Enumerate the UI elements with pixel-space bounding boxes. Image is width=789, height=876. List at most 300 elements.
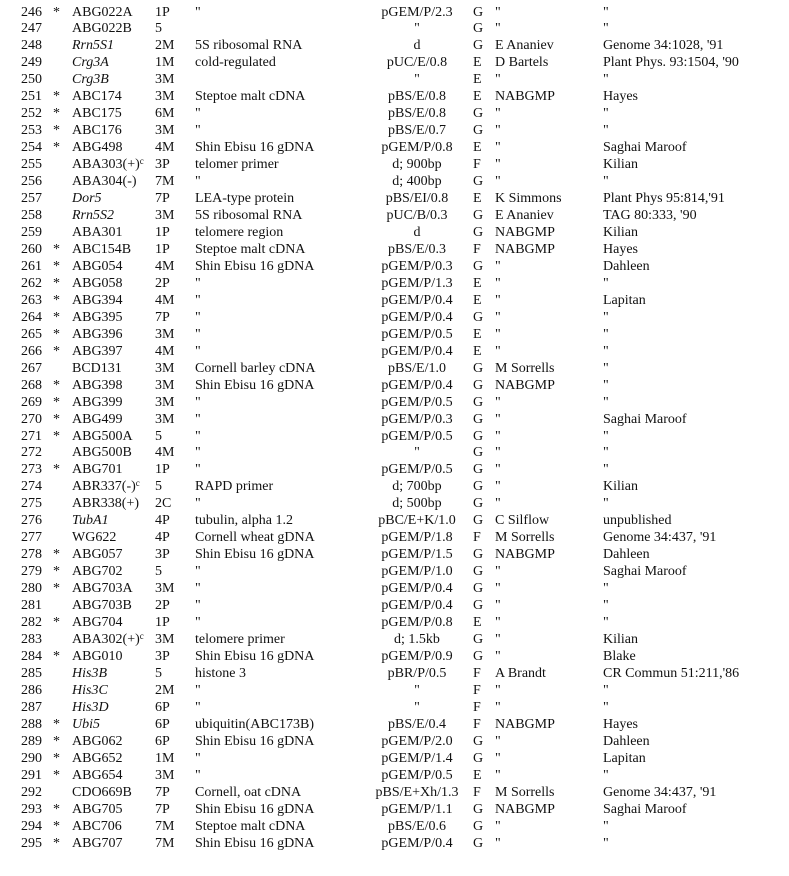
probe-name-text: ABG705: [72, 801, 123, 817]
row-number: 293: [21, 801, 42, 817]
chromosome-arm: 2P: [155, 275, 170, 291]
probe-name-text: Crg3B: [72, 72, 109, 88]
reference: Saghai Maroof: [603, 564, 687, 580]
table-row: [0, 513, 789, 530]
table-row: [0, 632, 789, 649]
probe-name: [72, 598, 132, 615]
mapped-marker: *: [53, 258, 60, 274]
table-row: [0, 276, 789, 293]
description: ": [195, 309, 201, 325]
library-code: G: [473, 208, 484, 224]
reference: ": [603, 360, 609, 376]
description: ": [195, 4, 201, 20]
vector-insert: pBS/E/0.8: [388, 106, 446, 122]
library-code: E: [473, 275, 482, 291]
chromosome-arm: 3M: [155, 72, 175, 88]
probe-name: [72, 378, 123, 395]
probe-name: [72, 361, 122, 378]
row-number: 290: [21, 750, 42, 766]
probe-name: [72, 344, 123, 361]
mapped-marker: *: [53, 343, 60, 359]
description: ": [195, 326, 201, 342]
probe-name: [72, 38, 114, 55]
table-row: [0, 717, 789, 734]
vector-insert: pGEM/P/0.5: [381, 428, 453, 444]
probe-name-text: ABG396: [72, 326, 123, 342]
table-row: [0, 242, 789, 259]
description: ": [195, 275, 201, 291]
row-number: 249: [21, 55, 42, 71]
vector-insert: pGEM/P/1.4: [381, 750, 453, 766]
chromosome-arm: 3P: [155, 648, 170, 664]
chromosome-arm: 7M: [155, 174, 175, 190]
description: Shin Ebisu 16 gDNA: [195, 801, 315, 817]
description: telomere region: [195, 224, 284, 240]
chromosome-arm: 7M: [155, 835, 175, 851]
source: NABGMP: [495, 224, 555, 240]
source: E Ananiev: [495, 38, 554, 54]
probe-name: [72, 802, 123, 819]
library-code: G: [473, 632, 484, 648]
vector-insert: pBS/E/0.7: [388, 123, 446, 139]
reference: Dahleen: [603, 733, 650, 749]
row-number: 267: [21, 360, 42, 376]
probe-name: [72, 751, 123, 768]
vector-insert: pGEM/P/1.8: [381, 530, 453, 546]
row-number: 273: [21, 462, 42, 478]
mapped-marker: *: [53, 547, 60, 563]
reference: ": [603, 326, 609, 342]
description: ": [195, 750, 201, 766]
probe-name-text: ABG704: [72, 615, 123, 631]
source: ": [495, 682, 501, 698]
library-code: F: [473, 716, 481, 732]
chromosome-arm: 7P: [155, 801, 170, 817]
reference: ": [603, 462, 609, 478]
probe-name-text: ABG062: [72, 733, 123, 749]
probe-name-text: ABG707: [72, 835, 123, 851]
chromosome-arm: 6M: [155, 106, 175, 122]
chromosome-arm: 1M: [155, 55, 175, 71]
row-number: 280: [21, 581, 42, 597]
probe-name-text: ABG398: [72, 377, 123, 393]
probe-name: [72, 836, 123, 853]
chromosome-arm: 2M: [155, 38, 175, 54]
table-row: [0, 225, 789, 242]
footnote-marker: c: [139, 156, 144, 167]
probe-name-text: WG622: [72, 530, 117, 546]
table-row: [0, 564, 789, 581]
probe-name-text: Dor5: [72, 191, 102, 207]
vector-insert: pUC/B/0.3: [386, 208, 448, 224]
vector-insert: ": [414, 682, 420, 698]
chromosome-arm: 1P: [155, 241, 170, 257]
source: ": [495, 598, 501, 614]
source: ": [495, 394, 501, 410]
footnote-marker: c: [139, 631, 144, 642]
reference: ": [603, 615, 609, 631]
description: tubulin, alpha 1.2: [195, 513, 293, 529]
probe-name-text: ABG701: [72, 462, 123, 478]
table-row: [0, 140, 789, 157]
description: Shin Ebisu 16 gDNA: [195, 547, 315, 563]
table-row: [0, 208, 789, 225]
mapped-marker: *: [53, 733, 60, 749]
source: NABGMP: [495, 89, 555, 105]
reference: ": [603, 496, 609, 512]
chromosome-arm: 6P: [155, 716, 170, 732]
probe-name-text: ABG500A: [72, 428, 133, 444]
chromosome-arm: 3M: [155, 411, 175, 427]
vector-insert: pGEM/P/2.0: [381, 733, 453, 749]
description: telomer primer: [195, 157, 279, 173]
table-row: [0, 344, 789, 361]
row-number: 265: [21, 326, 42, 342]
library-code: G: [473, 496, 484, 512]
table-row: [0, 72, 789, 89]
reference: ": [603, 72, 609, 88]
probe-name: [72, 225, 123, 242]
probe-name-text: ABG022A: [72, 4, 133, 20]
chromosome-arm: 2P: [155, 598, 170, 614]
description: Steptoe malt cDNA: [195, 89, 306, 105]
library-code: G: [473, 4, 484, 20]
probe-name: [72, 293, 123, 310]
library-code: F: [473, 157, 481, 173]
description: ": [195, 411, 201, 427]
row-number: 259: [21, 224, 42, 240]
library-code: G: [473, 835, 484, 851]
source: ": [495, 428, 501, 444]
source: ": [495, 750, 501, 766]
library-code: G: [473, 224, 484, 240]
source: M Sorrells: [495, 784, 555, 800]
chromosome-arm: 1M: [155, 750, 175, 766]
library-code: E: [473, 292, 482, 308]
library-code: G: [473, 377, 484, 393]
probe-name-text: ABG703B: [72, 598, 132, 614]
probe-name: [72, 140, 123, 157]
row-number: 260: [21, 241, 42, 257]
description: telomere primer: [195, 632, 285, 648]
library-code: G: [473, 428, 484, 444]
library-code: G: [473, 733, 484, 749]
source: ": [495, 106, 501, 122]
row-number: 256: [21, 174, 42, 190]
vector-insert: pGEM/P/0.9: [381, 648, 453, 664]
description: 5S ribosomal RNA: [195, 208, 303, 224]
source: ": [495, 445, 501, 461]
table-row: [0, 412, 789, 429]
probe-name: [72, 581, 133, 598]
vector-insert: pGEM/P/0.3: [381, 411, 453, 427]
chromosome-arm: 4M: [155, 140, 175, 156]
probe-name: [72, 632, 144, 649]
library-code: G: [473, 581, 484, 597]
chromosome-arm: 3M: [155, 208, 175, 224]
table-row: [0, 768, 789, 785]
description: Shin Ebisu 16 gDNA: [195, 140, 315, 156]
chromosome-arm: 3P: [155, 157, 170, 173]
chromosome-arm: 4M: [155, 343, 175, 359]
reference: ": [603, 309, 609, 325]
row-number: 248: [21, 38, 42, 54]
mapped-marker: *: [53, 123, 60, 139]
probe-name-text: ABG395: [72, 309, 123, 325]
reference: ": [603, 445, 609, 461]
library-code: E: [473, 326, 482, 342]
probe-name-text: ABG054: [72, 258, 123, 274]
library-code: G: [473, 309, 484, 325]
reference: Plant Phys. 93:1504, '90: [603, 55, 739, 71]
description: ": [195, 615, 201, 631]
source: NABGMP: [495, 801, 555, 817]
probe-name-text: His3C: [72, 682, 108, 698]
library-code: F: [473, 530, 481, 546]
vector-insert: d: [413, 38, 421, 54]
table-row: [0, 123, 789, 140]
source: ": [495, 835, 501, 851]
chromosome-arm: 3M: [155, 632, 175, 648]
description: ": [195, 598, 201, 614]
vector-insert: pBR/P/0.5: [387, 665, 447, 681]
probe-name: [72, 700, 109, 717]
row-number: 287: [21, 699, 42, 715]
source: A Brandt: [495, 665, 546, 681]
source: NABGMP: [495, 547, 555, 563]
row-number: 284: [21, 648, 42, 664]
row-number: 253: [21, 123, 42, 139]
reference: TAG 80:333, '90: [603, 208, 697, 224]
description: ": [195, 174, 201, 190]
table-row: [0, 21, 789, 38]
probe-name-text: ABA304(-): [72, 174, 137, 190]
chromosome-arm: 7P: [155, 191, 170, 207]
table-row: [0, 327, 789, 344]
source: ": [495, 326, 501, 342]
probe-name: [72, 429, 133, 446]
chromosome-arm: 1P: [155, 224, 170, 240]
probe-name-text: ABG500B: [72, 445, 132, 461]
probe-name-text: ABG498: [72, 140, 123, 156]
mapped-marker: *: [53, 394, 60, 410]
probe-name: [72, 208, 114, 225]
row-number: 289: [21, 733, 42, 749]
library-code: E: [473, 615, 482, 631]
description: ": [195, 394, 201, 410]
reference: Kilian: [603, 632, 638, 648]
source: ": [495, 581, 501, 597]
chromosome-arm: 4M: [155, 258, 175, 274]
chromosome-arm: 3M: [155, 123, 175, 139]
vector-insert: pGEM/P/1.1: [381, 801, 453, 817]
table-row: [0, 106, 789, 123]
description: cold-regulated: [195, 55, 276, 71]
description: histone 3: [195, 665, 246, 681]
source: ": [495, 496, 501, 512]
source: ": [495, 733, 501, 749]
mapped-marker: *: [53, 564, 60, 580]
chromosome-arm: 7P: [155, 784, 170, 800]
row-number: 269: [21, 394, 42, 410]
vector-insert: ": [414, 445, 420, 461]
vector-insert: d; 500bp: [392, 496, 442, 512]
table-row: [0, 581, 789, 598]
vector-insert: pGEM/P/0.4: [381, 309, 453, 325]
source: E Ananiev: [495, 208, 554, 224]
probe-name-text: ABG010: [72, 648, 123, 664]
probe-name-text: ABG652: [72, 750, 123, 766]
library-code: G: [473, 38, 484, 54]
probe-name: [72, 123, 122, 140]
description: ": [195, 343, 201, 359]
library-code: G: [473, 648, 484, 664]
mapped-marker: *: [53, 818, 60, 834]
vector-insert: pBS/E/0.6: [388, 818, 446, 834]
source: ": [495, 309, 501, 325]
reference: Blake: [603, 648, 636, 664]
probe-name-text: ABG394: [72, 292, 123, 308]
reference: Dahleen: [603, 258, 650, 274]
probe-name: [72, 55, 109, 72]
row-number: 286: [21, 682, 42, 698]
table-row: [0, 157, 789, 174]
chromosome-arm: 1P: [155, 4, 170, 20]
mapped-marker: *: [53, 89, 60, 105]
reference: ": [603, 275, 609, 291]
source: ": [495, 140, 501, 156]
mapped-marker: *: [53, 581, 60, 597]
library-code: G: [473, 360, 484, 376]
row-number: 252: [21, 106, 42, 122]
library-code: G: [473, 174, 484, 190]
row-number: 270: [21, 411, 42, 427]
chromosome-arm: 3M: [155, 767, 175, 783]
source: ": [495, 462, 501, 478]
row-number: 266: [21, 343, 42, 359]
probe-name: [72, 395, 123, 412]
mapped-marker: *: [53, 241, 60, 257]
source: ": [495, 564, 501, 580]
row-number: 291: [21, 767, 42, 783]
description: ": [195, 581, 201, 597]
mapped-marker: *: [53, 377, 60, 393]
table-row: [0, 55, 789, 72]
source: D Bartels: [495, 55, 549, 71]
probe-name: [72, 513, 109, 530]
chromosome-arm: 4M: [155, 445, 175, 461]
description: Shin Ebisu 16 gDNA: [195, 648, 315, 664]
library-code: G: [473, 479, 484, 495]
chromosome-arm: 5: [155, 665, 162, 681]
probe-name: [72, 106, 122, 123]
row-number: 275: [21, 496, 42, 512]
vector-insert: ": [414, 699, 420, 715]
library-code: E: [473, 191, 482, 207]
reference: Hayes: [603, 716, 638, 732]
mapped-marker: *: [53, 767, 60, 783]
source: ": [495, 123, 501, 139]
description: ": [195, 292, 201, 308]
mapped-marker: *: [53, 106, 60, 122]
mapped-marker: *: [53, 140, 60, 156]
mapped-marker: *: [53, 292, 60, 308]
mapped-marker: *: [53, 648, 60, 664]
vector-insert: pGEM/P/0.5: [381, 462, 453, 478]
source: ": [495, 275, 501, 291]
library-code: E: [473, 55, 482, 71]
row-number: 274: [21, 479, 42, 495]
probe-name-text: Rrn5S2: [72, 208, 114, 224]
probe-name-text: ABA303(+): [72, 157, 140, 173]
description: ": [195, 699, 201, 715]
probe-name-text: ABG397: [72, 343, 123, 359]
probe-name-text: ABR338(+): [72, 496, 140, 512]
probe-name-text: CDO669B: [72, 784, 132, 800]
table-row: [0, 683, 789, 700]
reference: ": [603, 343, 609, 359]
probe-name: [72, 649, 123, 666]
probe-name-text: ABG058: [72, 275, 123, 291]
chromosome-arm: 5: [155, 428, 162, 444]
library-code: E: [473, 343, 482, 359]
table-row: [0, 785, 789, 802]
table-row: [0, 361, 789, 378]
mapped-marker: *: [53, 801, 60, 817]
description: ubiquitin(ABC173B): [195, 716, 315, 732]
reference: Plant Phys 95:814,'91: [603, 191, 725, 207]
library-code: E: [473, 140, 482, 156]
mapped-marker: *: [53, 326, 60, 342]
reference: Hayes: [603, 89, 638, 105]
reference: Genome 34:437, '91: [603, 784, 717, 800]
library-code: G: [473, 411, 484, 427]
description: ": [195, 106, 201, 122]
description: Shin Ebisu 16 gDNA: [195, 835, 315, 851]
probe-name: [72, 5, 133, 22]
probe-name-text: BCD131: [72, 360, 122, 376]
reference: ": [603, 767, 609, 783]
source: ": [495, 699, 501, 715]
table-row: [0, 547, 789, 564]
chromosome-arm: 1P: [155, 615, 170, 631]
vector-insert: d; 700bp: [392, 479, 442, 495]
table-row: [0, 666, 789, 683]
reference: ": [603, 377, 609, 393]
library-code: F: [473, 699, 481, 715]
mapped-marker: *: [53, 835, 60, 851]
chromosome-arm: 2M: [155, 682, 175, 698]
source: ": [495, 479, 501, 495]
probe-name-text: ABG399: [72, 394, 123, 410]
probe-name: [72, 819, 122, 836]
probe-name-text: ABG499: [72, 411, 123, 427]
probe-name-text: His3D: [72, 699, 109, 715]
library-code: G: [473, 394, 484, 410]
vector-insert: pGEM/P/0.4: [381, 581, 453, 597]
probe-name: [72, 259, 123, 276]
table-row: [0, 445, 789, 462]
probe-name: [72, 242, 131, 259]
row-number: 288: [21, 716, 42, 732]
description: Shin Ebisu 16 gDNA: [195, 377, 315, 393]
source: NABGMP: [495, 377, 555, 393]
source: M Sorrells: [495, 360, 555, 376]
row-number: 294: [21, 818, 42, 834]
probe-name: [72, 445, 132, 462]
description: ": [195, 428, 201, 444]
probe-name: [72, 327, 123, 344]
